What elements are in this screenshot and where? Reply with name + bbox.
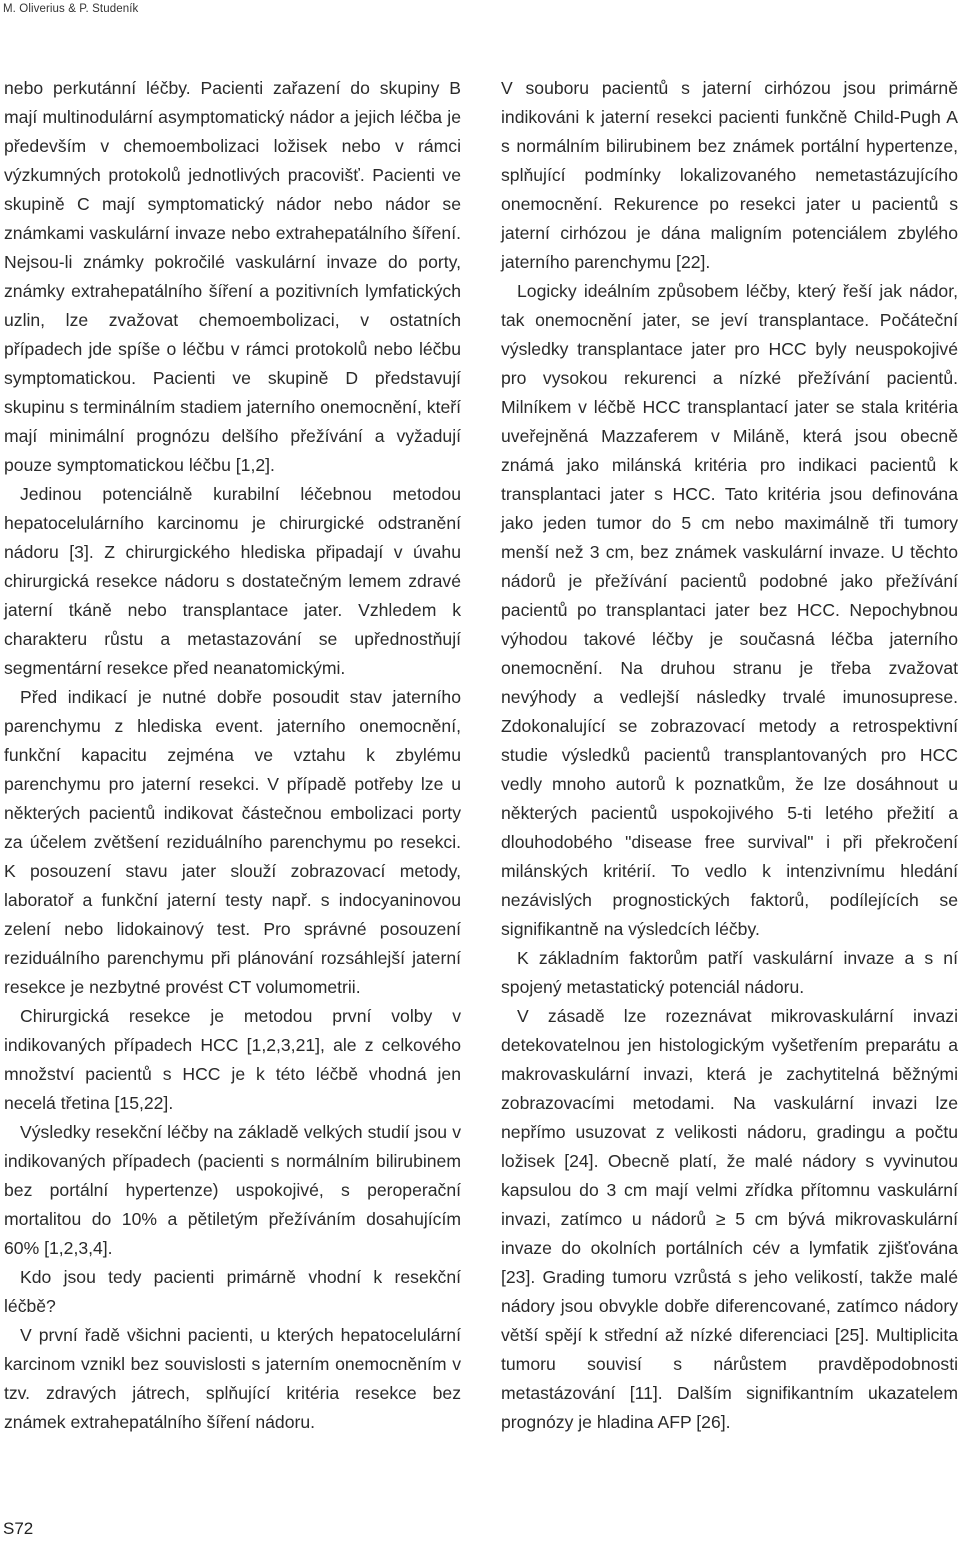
page-number: S72 bbox=[3, 1519, 34, 1538]
paragraph: K základním faktorům patří vaskulární invaze a s ní spojený metastatický potenciál nádoru. bbox=[501, 948, 958, 997]
paragraph: Kdo jsou tedy pacienti primárně vhodní k resekční léčbě? bbox=[4, 1267, 461, 1316]
paragraph: Jedinou potenciálně kurabilní léčebnou metodou hepatocelulárního karcinomu je chirurgické odstranění nádoru [3]. Z chirurgického hlediska připadají v úvahu chirurgická resekce nádoru s dostatečným lemem zdravé jaterní tkáně nebo transplantace jater. Vzhledem k charakteru růstu a metastazování se upřednostňují segmentární resekce před neanatomickými. bbox=[4, 484, 461, 678]
paragraph: Chirurgická resekce je metodou první volby v indikovaných případech HCC [1,2,3,21], ale z celkového množství pacientů s HCC je k této léčbě vhodná jen necelá třetina [15,22]. bbox=[4, 1006, 461, 1113]
paragraph: Před indikací je nutné dobře posoudit stav jaterního parenchymu z hlediska event. jaterního onemocnění, funkční kapacitu zejména ve vztahu k zbylému parenchymu pro jaterní resekci. V případě potřeby lze u některých pacientů indikovat částečnou embolizaci porty za účelem zvětšení reziduálního parenchymu po resekci. K posouzení stavu jater slouží zobrazovací metody, laboratoř a funkční jaterní testy např. s indocyaninovou zelení nebo lidokainový test. Pro správné posouzení reziduálního parenchymu při plánování rozsáhlejší jaterní resekce je nezbytné provést CT volumometrii. bbox=[4, 687, 461, 997]
paragraph: V zásadě lze rozeznávat mikrovaskulární invazi detekovatelnou jen histologickým vyšetřením preparátu a makrovaskulární invazi, která je zachytitelná běžnými zobrazovacími metodami. Na vaskulární invazi lze nepřímo usuzovat z velikosti nádoru, gradingu a počtu ložisek [24]. Obecně platí, že malé nádory s vyvinutou kapsulou do 3 cm mají velmi zřídka přítomnu vaskulární invazi, zatímco u nádorů ≥ 5 cm bývá mikrovaskulární invaze do okolních portálních cév a lymfatik zjišťována [23]. Grading tumoru vzrůstá s jeho velikostí, takže malé nádory jsou obvykle dobře diferencované, zatímco nádory větší spějí k střední až nízké diferenciaci [25]. Multiplicita tumoru souvisí s nárůstem pravděpodobnosti metastázování [11]. Dalším signifikantním ukazatelem prognózy je hladina AFP [26]. bbox=[501, 1006, 958, 1432]
right-text-column bbox=[501, 74, 958, 1437]
paragraph: V první řadě všichni pacienti, u kterých hepatocelulární karcinom vznikl bez souvislosti s jaterním onemocněním v tzv. zdravých játrech, splňující kritéria resekce bez známek extrahepatálního šíření nádoru. bbox=[4, 1325, 461, 1432]
running-head: M. Oliverius & P. Studeník bbox=[3, 3, 139, 15]
left-text-column bbox=[4, 74, 461, 1437]
paragraph: Výsledky resekční léčby na základě velkých studií jsou v indikovaných případech (pacienti s normálním bilirubinem bez portální hypertenze) uspokojivé, s peroperační mortalitou do 10% a pětiletým přežíváním dosahujícím 60% [1,2,3,4]. bbox=[4, 1122, 461, 1258]
paragraph: nebo perkutánní léčby. Pacienti zařazení do skupiny B mají multinodulární asymptomatický nádor a jejich léčba je především v chemoembolizaci ložisek nebo v rámci výzkumných protokolů jednotlivých pracovišť. Pacienti ve skupině C mají symptomatický nádor nebo nádor se známkami vaskulární invaze nebo extrahepatálního šíření. Nejsou-li známky pokročilé vaskulární invaze do porty, známky extrahepatálního šíření a pozitivních lymfatických uzlin, lze zvažovat chemoembolizaci, v ostatních případech jde spíše o léčbu v rámci protokolů nebo léčbu symptomatickou. Pacienti ve skupině D představují skupinu s terminálním stadiem jaterního onemocnění, kteří mají minimální prognózu delšího přežívání a vyžadují pouze symptomatickou léčbu [1,2]. bbox=[4, 78, 461, 475]
paragraph: V souboru pacientů s jaterní cirhózou jsou primárně indikováni k jaterní resekci pacienti funkčně Child-Pugh A s normálním bilirubinem bez známek portální hypertenze, splňující podmínky lokalizovaného nemetastázujícího onemocnění. Rekurence po resekci jater u pacientů s jaterní cirhózou je dána maligním potenciálem zbylého jaterního parenchymu [22]. bbox=[501, 78, 958, 272]
paragraph: Logicky ideálním způsobem léčby, který řeší jak nádor, tak onemocnění jater, se jeví transplantace. Počáteční výsledky transplantace jater pro HCC byly neuspokojivé pro vysokou rekurenci a nízké přežívání pacientů. Milníkem v léčbě HCC transplantací jater se stala kritéria uveřejněná Mazzaferem v Miláně, která jsou obecně známá jako milánská kritéria pro indikaci pacientů k transplantaci jater s HCC. Tato kritéria jsou definována jako jeden tumor do 5 cm nebo maximálně tři tumory menší než 3 cm, bez známek vaskulární invaze. U těchto nádorů je přežívání pacientů podobné jako přežívání pacientů po transplantaci jater bez HCC. Nepochybnou výhodou takové léčby je současná léčba jaterního onemocnění. Na druhou stranu je třeba zvažovat nevýhody a vedlejší následky trvalé imunosuprese. Zdokonalující se zobrazovací metody a retrospektivní studie výsledků pacientů transplantovaných pro HCC vedly mnoho autorů k poznatkům, že lze dosáhnout u některých pacientů uspokojivého 5-ti letého přežití a dlouhodobého "disease free survival" i při překročení milánských kritérií. To vedlo k intenzivnímu hledání nezávislých prognostických faktorů, podílejících se signifikantně na výsledcích léčby. bbox=[501, 281, 958, 939]
